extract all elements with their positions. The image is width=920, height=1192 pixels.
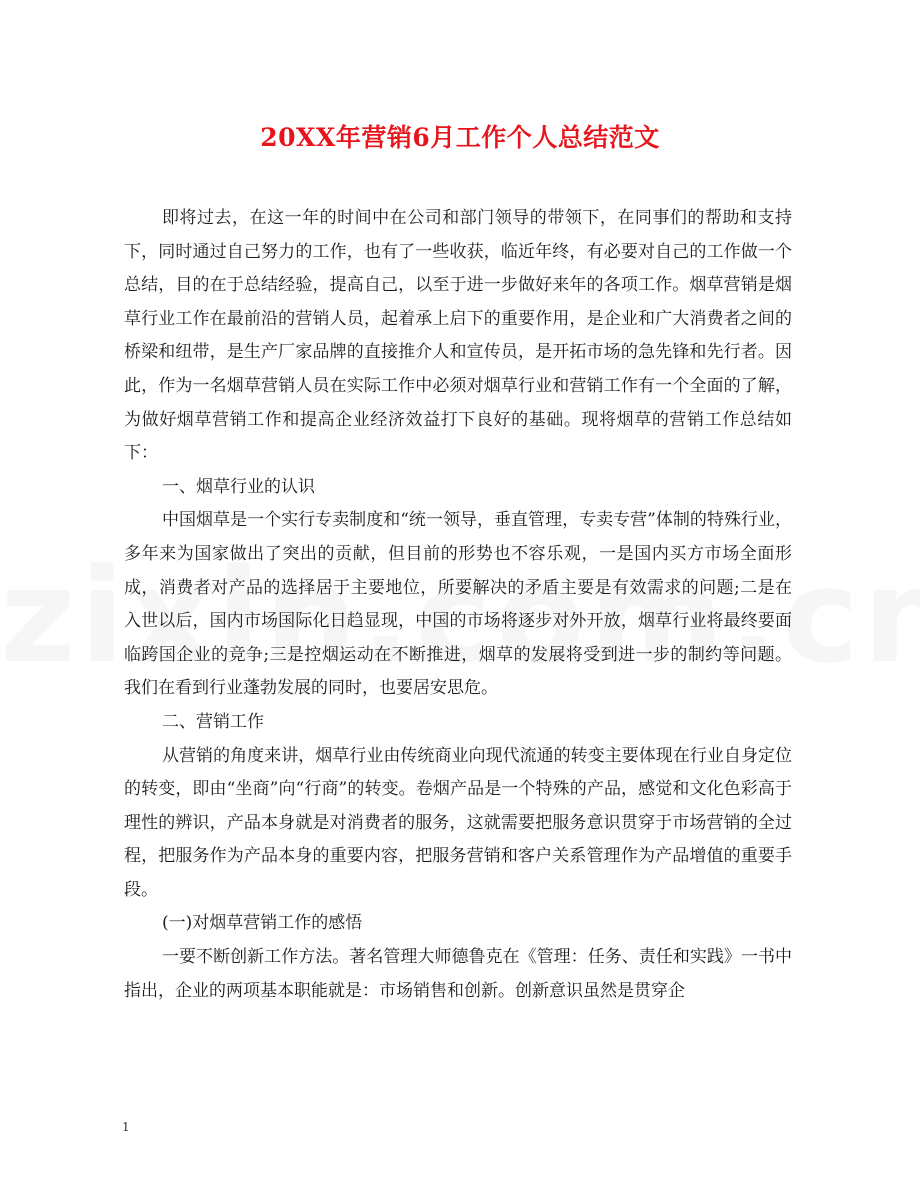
section-heading-2: 二、营销工作 (162, 711, 264, 732)
page-number: 1 (122, 1120, 130, 1134)
paragraph-innovation: 一要不断创新工作方法。著名管理大师德鲁克在《管理：任务、责任和实践》一书中指出，企业的两项基本职能就是：市场销售和创新。创新意识虽然是贯穿企 (124, 947, 792, 1001)
paragraph-marketing: 从营销的角度来讲，烟草行业由传统商业向现代流通的转变主要体现在行业自身定位的转变，即由“坐商”向“行商”的转变。卷烟产品是一个特殊的产品，感觉和文化色彩高于理性的辨识，产品本身就是对消费者的服务，这就需要把服务意识贯穿于市场营销的全过程，把服务作为产品本身的重要内容，把服务营销和客户关系管理作为产品增值的重要手段。 (124, 745, 792, 900)
subsection-heading-1: (一)对烟草营销工作的感悟 (162, 913, 363, 934)
paragraph-intro: 即将过去，在这一年的时间中在公司和部门领导的带领下，在同事们的帮助和支持下，同时通过自己努力的工作，也有了一些收获，临近年终，有必要对自己的工作做一个总结，目的在于总结经验，提高自己，以至于进一步做好来年的各项工作。烟草营销是烟草行业工作在最前沿的营销人员，起着承上启下的重要作用，是企业和广大消费者之间的桥梁和纽带，是生产厂家品牌的直接推介人和宣传员，是开拓市场的急先锋和先行者。因此，作为一名烟草营销人员在实际工作中必须对烟草行业和营销工作有一个全面的了解，为做好烟草营销工作和提高企业经济效益打下良好的基础。现将烟草的营销工作总结如下： (124, 208, 792, 464)
section-heading-1: 一、烟草行业的认识 (162, 476, 315, 497)
document-body (124, 202, 792, 1008)
document-title: 20XX年营销6月工作个人总结范文 (260, 123, 660, 152)
paragraph-industry: 中国烟草是一个实行专卖制度和“统一领导，垂直管理，专卖专营”体制的特殊行业，多年来为国家做出了突出的贡献，但目前的形势也不容乐观，一是国内买方市场全面形成，消费者对产品的选择居于主要地位，所要解决的矛盾主要是有效需求的问题;二是在入世以后，国内市场国际化日趋显现，中国的市场将逐步对外开放，烟草行业将最终要面临跨国企业的竞争;三是控烟运动在不断推进，烟草的发展将受到进一步的制约等问题。我们在看到行业蓬勃发展的同时，也要居安思危。 (124, 510, 792, 699)
